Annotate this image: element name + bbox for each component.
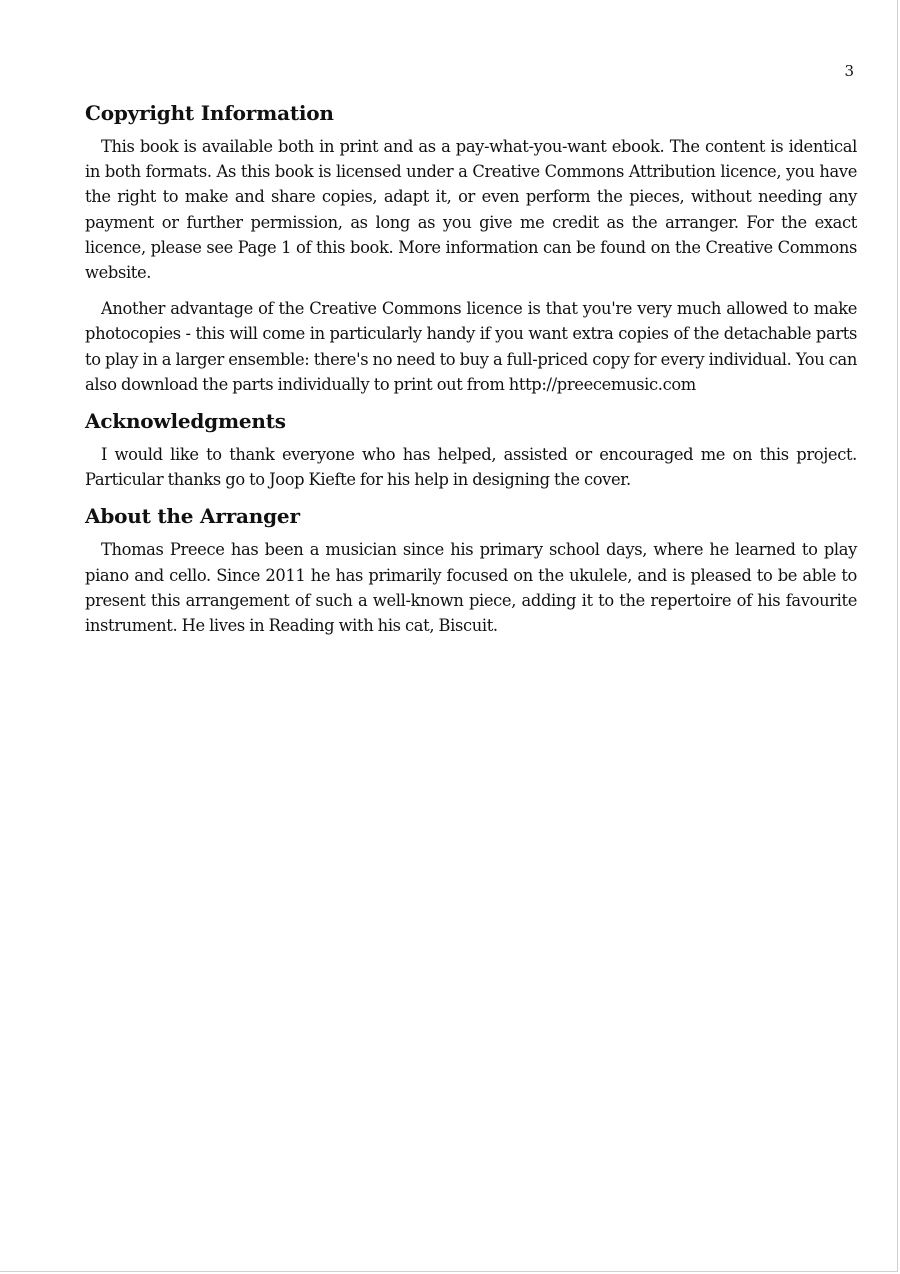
- copyright-section: [85, 100, 857, 397]
- acknowledgments-heading: Acknowledgments: [85, 409, 286, 434]
- copyright-paragraph-1: This book is available both in print and as a pay-what-you-want ebook. The content is identical in both formats. As this book is licensed under a Creative Commons Attribution licence, you have the right to make and share copies, adapt it, or even perform the pieces, without needing any payment or further permission, as long as you give me credit as the arranger. For the exact licence, please see Page 1 of this book. More information can be found on the Creative Commons website.: [85, 137, 857, 283]
- page-number: 3: [844, 62, 854, 80]
- page-content: [85, 100, 857, 649]
- arranger-section: [85, 503, 857, 638]
- arranger-paragraph: Thomas Preece has been a musician since his primary school days, where he learned to play piano and cello. Since 2011 he has primarily focused on the ukulele, and is pleased to be able to present this arrangement of such a well-known piece, adding it to the repertoire of his favourite instrument. He lives in Reading with his cat, Biscuit.: [85, 540, 857, 636]
- acknowledgments-paragraph: I would like to thank everyone who has helped, assisted or encouraged me on this project. Particular thanks go to Joop Kiefte for his help in designing the cover.: [85, 445, 857, 490]
- copyright-paragraph-2: Another advantage of the Creative Commons licence is that you're very much allowed to make photocopies - this will come in particularly handy if you want extra copies of the detachable parts to play in a larger ensemble: there's no need to buy a full-priced copy for every individual. You can also download the parts individually to print out from http://preecemusic.com: [85, 299, 857, 394]
- copyright-heading: Copyright Information: [85, 101, 334, 125]
- acknowledgments-section: [85, 408, 857, 492]
- arranger-heading: About the Arranger: [85, 504, 300, 529]
